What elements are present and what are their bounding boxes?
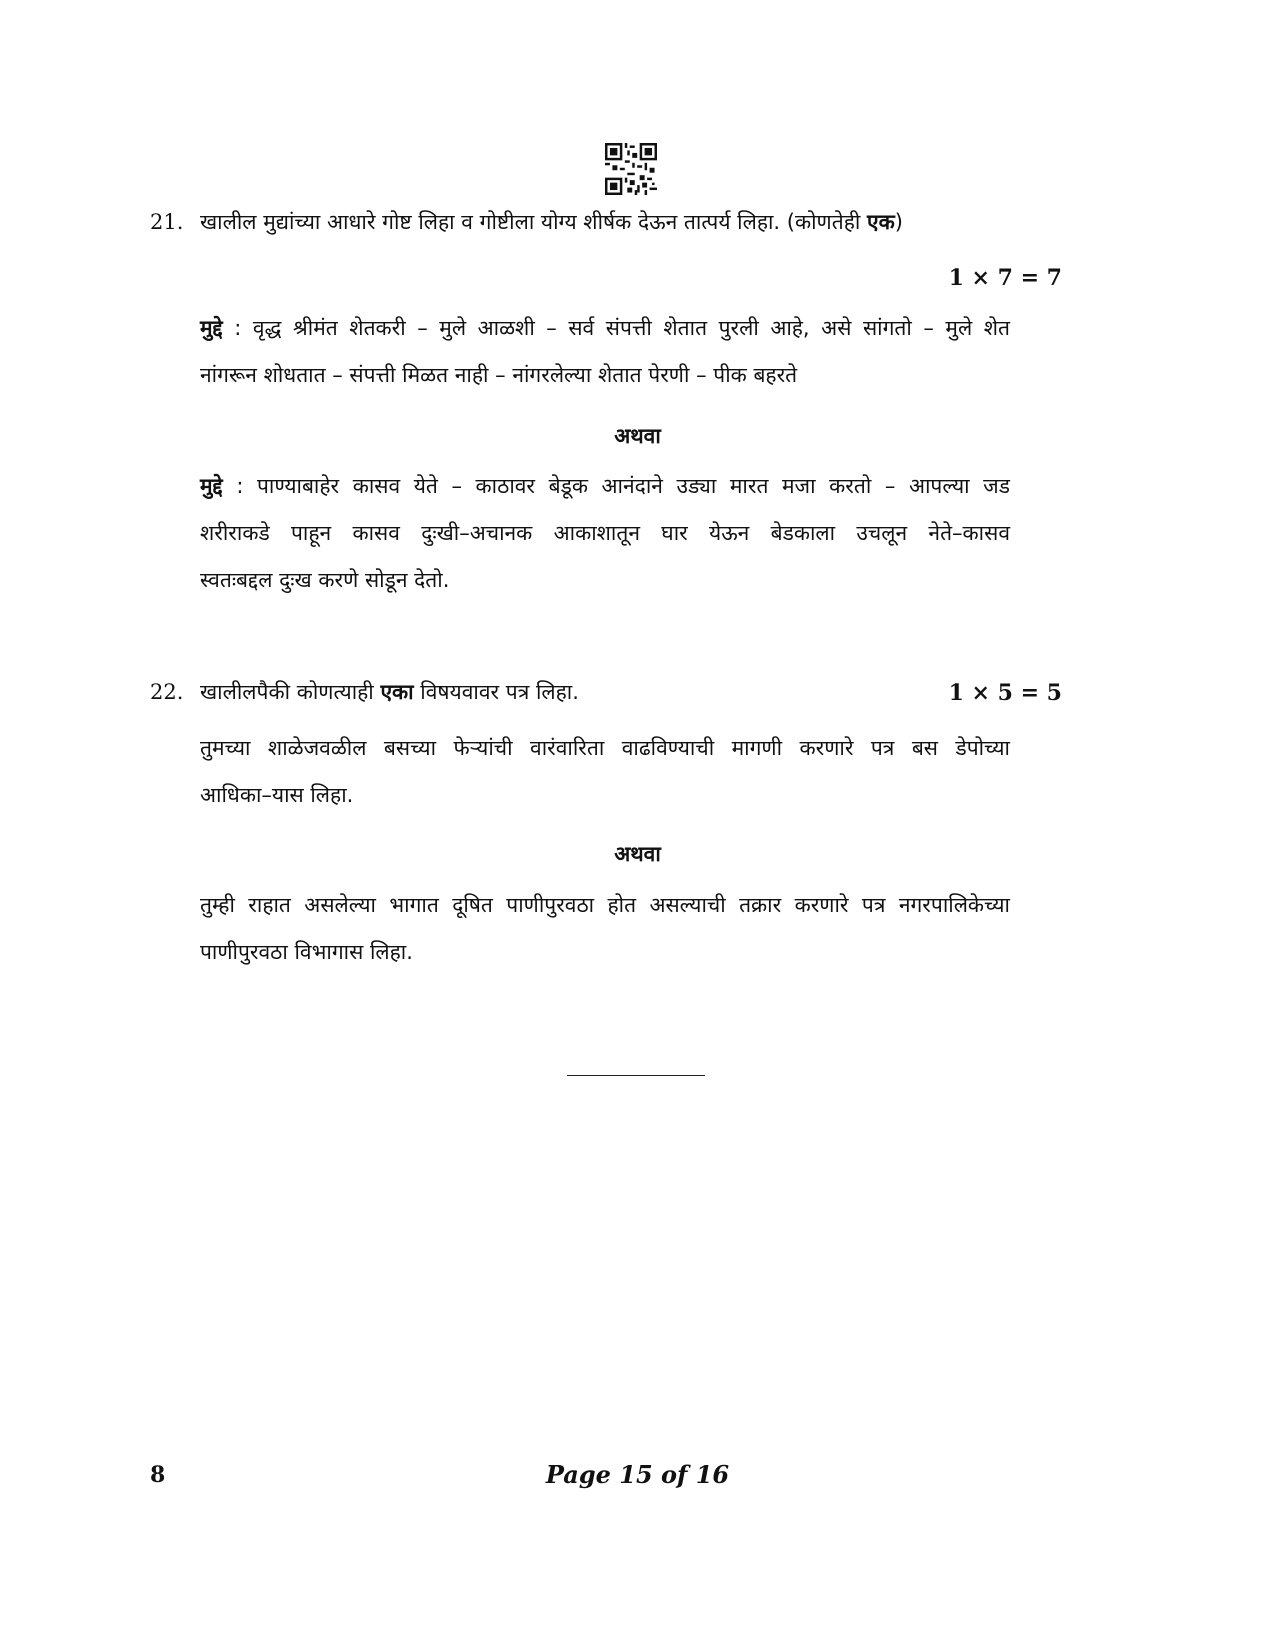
question-text-bold: एका <box>380 680 414 704</box>
marks: 1 × 7 = 7 <box>948 265 1062 291</box>
question-text-part: खालील मुद्यांच्या आधारे गोष्ट लिहा व गोष्टीला योग्य शीर्षक देऊन तात्पर्य लिहा. (कोणतेही <box>200 210 867 234</box>
question-text <box>200 212 903 233</box>
or-separator: अथवा <box>614 842 661 866</box>
points-line: पाण्याबाहेर कासव येते – काठावर बेडूक आनंदाने उड्या मारत मजा करतो – आपल्या जड <box>256 474 1010 498</box>
option-2-points: मुद्दे : पाण्याबाहेर कासव येते – काठावर बेडूक आनंदाने उड्या मारत मजा करतो – आपल्या जड शरीराकडे पाहून कासव दुःखी–अचानक आकाशातून घार येऊन बेडकाला उचलून नेते–कासव स्वतःबद्दल दुःख करणे सोडून देतो. <box>200 474 1010 592</box>
letter-line: तुम्ही राहात असलेल्या भागात दूषित पाणीपुरवठा होत असल्याची तक्रार करणारे पत्र नगरपालिकेच्या <box>200 893 1010 917</box>
or-separator: अथवा <box>614 424 661 448</box>
letter-line: तुमच्या शाळेजवळील बसच्या फेऱ्यांची वारंवारिता वाढविण्याची मागणी करणारे पत्र बस डेपोच्या <box>200 736 1010 760</box>
letter-line: पाणीपुरवठा विभागास लिहा. <box>200 940 413 964</box>
letter-line: आधिका–यास लिहा. <box>200 783 354 807</box>
question-text-end: विषयवावर पत्र लिहा. <box>413 680 579 704</box>
question-text-bold: एक <box>866 210 895 234</box>
question-text <box>200 682 579 703</box>
option-1-points: मुद्दे : वृद्ध श्रीमंत शेतकरी – मुले आळशी – सर्व संपत्ती शेतात पुरली आहे, असे सांगतो – मुले शेत नांगरून शोधतात – संपत्ती मिळत नाही – नांगरलेल्या शेतात पेरणी – पीक बहरते <box>200 316 1010 387</box>
points-label: मुद्दे <box>200 474 223 498</box>
qr-code-icon <box>605 143 657 195</box>
question-number: 22. <box>150 680 184 704</box>
points-line: वृद्ध श्रीमंत शेतकरी – मुले आळशी – सर्व संपत्ती शेतात पुरली आहे, असे सांगतो – मुले शेत <box>252 316 1010 340</box>
points-line: शरीराकडे पाहून कासव दुःखी–अचानक आकाशातून घार येऊन बेडकाला उचलून नेते–कासव <box>200 521 1010 545</box>
end-divider <box>567 1075 705 1076</box>
page-number: Page 15 of 16 <box>545 1460 730 1489</box>
question-text-part: खालीलपैकी कोणत्याही <box>200 680 381 704</box>
points-line: नांगरून शोधतात – संपत्ती मिळत नाही – नांगरलेल्या शेतात पेरणी – पीक बहरते <box>200 363 798 387</box>
option-1-letter <box>200 738 1010 806</box>
marks: 1 × 5 = 5 <box>948 680 1062 706</box>
points-label: मुद्दे <box>200 316 223 340</box>
question-text-end: ) <box>894 210 903 234</box>
points-line: स्वतःबद्दल दुःख करणे सोडून देतो. <box>200 568 450 592</box>
option-2-letter <box>200 895 1010 963</box>
question-number: 21. <box>150 210 184 234</box>
paper-code: 8 <box>150 1462 166 1488</box>
